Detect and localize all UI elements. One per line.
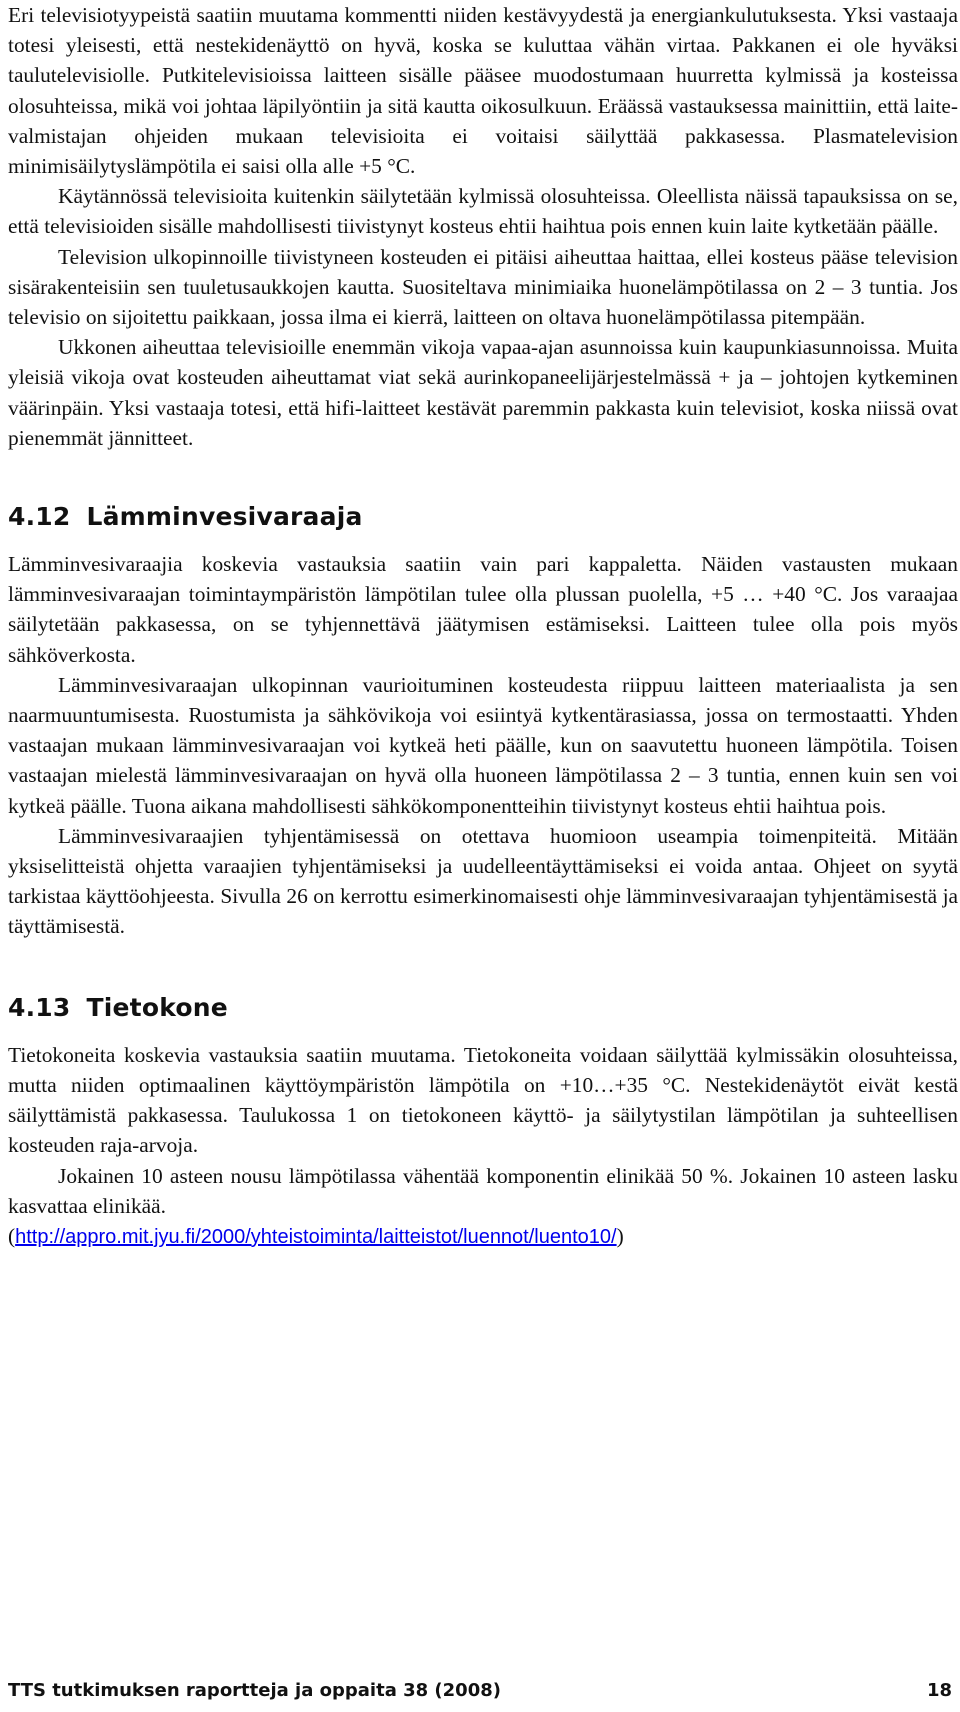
paragraph: Lämminvesivaraajien tyhjentämisessä on otettava huomioon useampia toimenpiteitä. Mitään yksiselitteistä ohjetta varaajien tyhjentämiseksi ja uudelleentäyttämiseksi ei voida antaa. Ohjeet on syytä tarkistaa käyttöohjeesta. Sivulla 26 on kerrottu esimerkinomaisesti ohje lämminvesivaraajan tyhjentämisestä ja täyttämisestä. — [8, 823, 958, 939]
section-heading — [8, 501, 958, 533]
paragraph: Lämminvesivaraajia koskevia vastauksia saatiin vain pari kappaletta. Näiden vastausten mukaan lämminvesivaraajan toimintaympäristön lämpötilan tulee olla plussan puolella, +5 … +40 °C. Jos varaajaa säilytetään pakkasessa, on se tyhjennettävä jäätymisen estämiseksi. Laitteen tulee olla pois myös sähköverkosta. — [8, 552, 958, 667]
paren-open: ( — [8, 1223, 16, 1248]
paragraph: Television ulkopinnoille tiivistyneen kosteuden ei pitäisi aiheuttaa haittaa, ellei kosteus pääse television sisärakenteisiin sen tuuletusaukkojen kautta. Suositeltava minimiaika huonelämpötilassa on 2 – 3 tuntia. Jos televisio on sijoitettu paikkaan, jossa ilma ei kierrä, laitteen on oltava huonelämpötilassa pitempään. — [8, 244, 958, 330]
section-title: Tietokone — [86, 992, 228, 1022]
paragraph: Ukkonen aiheuttaa televisioille enemmän vikoja vapaa-ajan asunnoissa kuin kaupunkiasunnoissa. Muita yleisiä vikoja ovat kosteuden aiheuttamat viat sekä aurinkopaneelijärjestelmässä + ja – johtojen kytkeminen väärinpäin. Yksi vastaaja totesi, että hifi-laitteet kestävät paremmin pakkasta kuin televisiot, koska niissä ovat pienemmät jännitteet. — [8, 335, 958, 450]
section-title: Lämminvesivaraaja — [86, 502, 363, 532]
document-page — [8, 0, 958, 1252]
footer-publication: TTS tutkimuksen raportteja ja oppaita 38 (2008) — [8, 1680, 501, 1701]
page-footer — [8, 1680, 952, 1701]
section-number: 4.13 — [8, 992, 71, 1022]
paragraph: Käytännössä televisioita kuitenkin säilytetään kylmissä olosuhteissa. Oleellista näissä tapauksissa on se, että televisioiden sisälle mahdollisesti tiivistynyt kosteus ehtii haihtua pois ennen kuin laite kytketään päälle. — [8, 184, 958, 239]
paragraph: Tietokoneita koskevia vastauksia saatiin muutama. Tietokoneita voidaan säilyttää kylmissäkin olosuhteissa, mutta niiden optimaalinen käyttöympäristön lämpötila on +10…+35 °C. Nestekidenäytöt eivät kestä säilyttämistä pakkasessa. Taulukossa 1 on tietokoneen käyttö- ja säilytystilan lämpötilan ja suhteellisen kosteuden raja-arvoja. — [8, 1042, 958, 1158]
reference-link[interactable]: http://appro.mit.jyu.fi/2000/yhteistoiminta/laitteistot/luennot/luento10/ — [15, 1225, 617, 1248]
section-heading — [8, 992, 958, 1024]
link-line — [8, 1221, 958, 1252]
page-number: 18 — [926, 1680, 952, 1701]
paragraph: Lämminvesivaraajan ulkopinnan vaurioituminen kosteudesta riippuu laitteen materiaalista ja sen naarmuuntumisesta. Ruostumista ja sähkövikoja voi esiintyä kytkentärasiassa, jossa on termostaatti. Yhden vastaajan mukaan lämminvesivaraajan voi kytkeä heti päälle, kun on saavutettu huoneen lämpötila. Toisen vastaajan mielestä lämminvesivaraajan on hyvä olla huoneen lämpötilassa 2 – 3 tuntia, ennen kuin sen voi kytkeä päälle. Tuona aikana mahdollisesti sähkökomponentteihin tiivistynyt kosteus ehtii haihtua pois. — [8, 672, 958, 818]
paren-close: ) — [616, 1223, 624, 1248]
paragraph: Eri televisiotyypeistä saatiin muutama kommentti niiden kestävyydestä ja energiankulutuksesta. Yksi vastaaja totesi yleisesti, että nestekidenäyttö on hyvä, koska se kuluttaa vähän virtaa. Pakkanen ei ole hyväksi taulutelevisiolle. Putkitelevisioissa laitteen sisälle pääsee muodostumaan huurretta kylmissä ja kosteissa olosuhteissa, mikä voi johtaa läpilyöntiin ja sitä kautta oikosulkuun. Eräässä vastauksessa mainittiin, että laitevalmistajan ohjeiden mukaan televisioita ei voitaisi säilyttää pakkasessa. Plasmatelevision minimisäilytyslämpötila ei saisi olla alle +5 °C. — [8, 3, 958, 179]
section-number: 4.12 — [8, 502, 71, 532]
paragraph: Jokainen 10 asteen nousu lämpötilassa vähentää komponentin elinikää 50 %. Jokainen 10 asteen lasku kasvattaa elinikää. — [8, 1163, 958, 1218]
